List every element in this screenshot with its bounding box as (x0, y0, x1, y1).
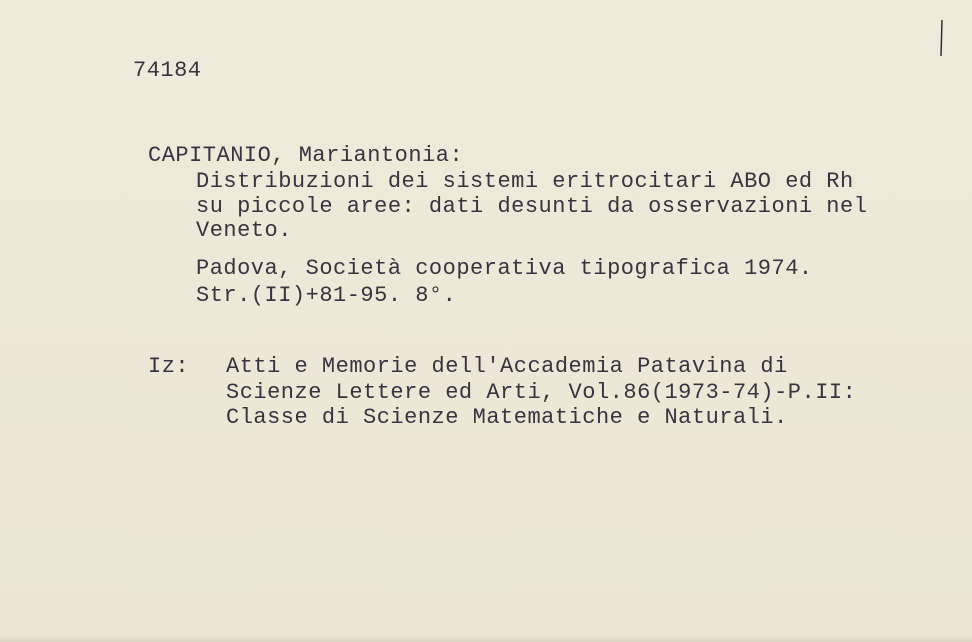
source-line-1: Atti e Memorie dell'Accademia Patavina di (226, 354, 788, 379)
source-prefix: Iz: (148, 354, 190, 379)
title-line-1: Distribuzioni dei sistemi eritrocitari ABO ed Rh (196, 169, 854, 194)
card-edge-shadow (0, 636, 972, 642)
card-number: 74184 (133, 58, 202, 83)
pencil-mark (940, 20, 943, 56)
author-heading: CAPITANIO, Mariantonia: (148, 143, 464, 168)
title-line-3: Veneto. (196, 218, 292, 243)
imprint-line-2: Str.(II)+81-95. 8°. (196, 283, 457, 308)
title-line-2: su piccole aree: dati desunti da osservazioni nel (196, 194, 868, 219)
imprint-line-1: Padova, Società cooperativa tipografica 1974. (196, 256, 813, 281)
source-line-2: Scienze Lettere ed Arti, Vol.86(1973-74)-P.II: (226, 380, 857, 405)
source-line-3: Classe di Scienze Matematiche e Naturali. (226, 405, 788, 430)
